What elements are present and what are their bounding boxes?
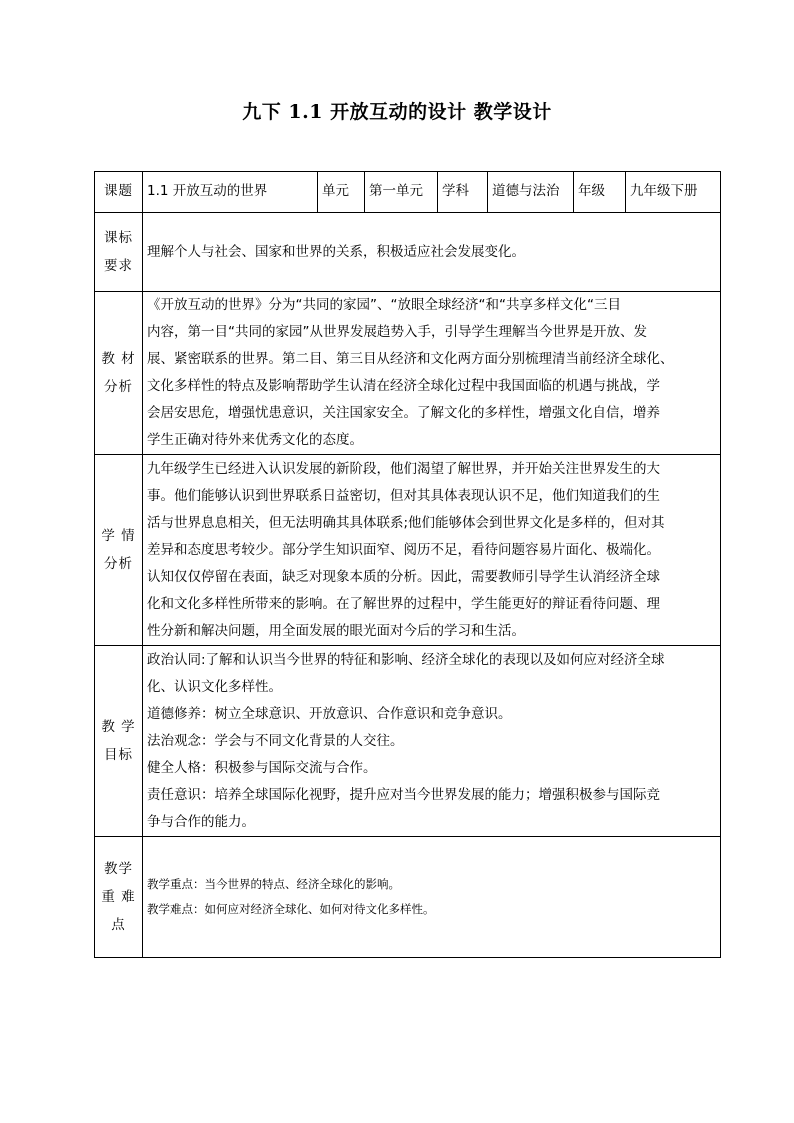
students-label: 学 情 分析: [95, 455, 143, 646]
students-row: [95, 455, 721, 646]
goals-label: 教 学 目标: [95, 646, 143, 837]
topic-value: 1.1 开放互动的世界: [143, 172, 318, 213]
unit-value: 第一单元: [365, 172, 438, 213]
topic-label: 课题: [95, 172, 143, 213]
key-points-text: 教学重点：当今世界的特点、经济全球化的影响。 教学难点：如何应对经济全球化、如何对待文化多样性。: [143, 837, 721, 958]
document-title: 九下 1.1 开放互动的设计 教学设计: [242, 101, 552, 123]
subject-label: 学科: [438, 172, 488, 213]
textbook-row: [95, 292, 721, 455]
grade-label: 年级: [574, 172, 626, 213]
goals-row: [95, 646, 721, 837]
key-points-label: 教学 重 难 点: [95, 837, 143, 958]
unit-label: 单元: [318, 172, 365, 213]
teaching-goals: 政治认同:了解和认识当今世界的特征和影响、经济全球化的表现以及如何应对经济全球 化、认识文化多样性。 道德修养：树立全球意识、开放意识、合作意识和竞争意识。 法治观念：学会与不同文化背景的人交往。 健全人格：积极参与国际交流与合作。 责任意识：培养全球国际化视野，提升应对当今世界发展的能力；增强积极参与国际竞 争与合作的能力。: [143, 646, 721, 837]
subject-value: 道德与法治: [488, 172, 574, 213]
textbook-label: 教 材 分析: [95, 292, 143, 455]
key-points-row: [95, 837, 721, 958]
curriculum-label: 课标 要求: [95, 213, 143, 292]
students-analysis: 九年级学生已经进入认识发展的新阶段，他们渴望了解世界，并开始关注世界发生的大 事。他们能够认识到世界联系日益密切，但对其具体表现认识不足，他们知道我们的生 活与世界息息相关，但无法明确其具体联系;他们能够体会到世界文化是多样的，但对其 差异和态度思考较少。部分学生知识面窄、阅历不足，看待问题容易片面化、极端化。 认知仅仅停留在表面，缺乏对现象本质的分析。因此，需要教师引导学生认消经济全球 化和文化多样性所带来的影响。在了解世界的过程中，学生能更好的辩证看待问题、理 性分新和解决问题，用全面发展的眼光面对今后的学习和生活。: [143, 455, 721, 646]
lesson-plan-table: [94, 171, 721, 958]
textbook-analysis: 《开放互动的世界》分为“共同的家园”、“放眼全球经济“和“共享多样文化“三目 内容，第一目“共同的家园”从世界发展趋势入手，引导学生理解当今世界是开放、发 展、紧密联系的世界。第二目、第三目从经济和文化两方面分别梳理清当前经济全球化、 文化多样性的特点及影响帮助学生认清在经济全球化过程中我国面临的机遇与挑战，学 会居安思危，增强忧患意识，关注国家安全。了解文化的多样性，增强文化自信，增养 学生正确对待外来优秀文化的态度。: [143, 292, 721, 455]
curriculum-row: [95, 213, 721, 292]
curriculum-text: 理解个人与社会、国家和世界的关系，积极适应社会发展变化。: [143, 213, 721, 292]
grade-value: 九年级下册: [626, 172, 721, 213]
header-row: [95, 172, 721, 213]
